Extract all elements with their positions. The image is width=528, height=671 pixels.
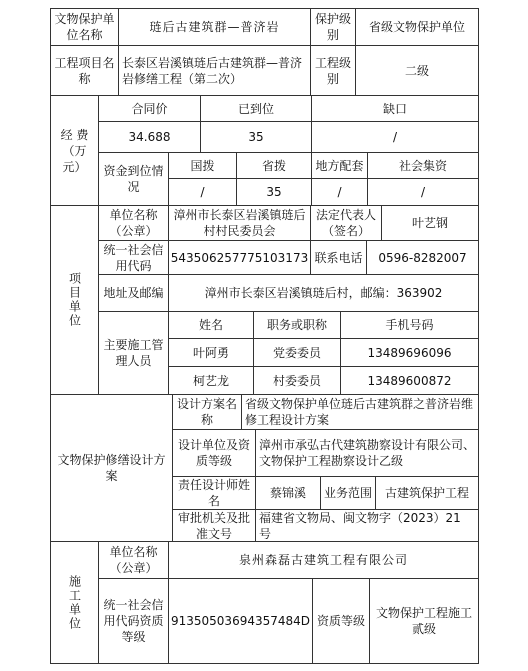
funds-received-value: 35 bbox=[200, 121, 312, 153]
pu-name-value: 漳州市长泰区岩溪镇琏后村村民委员会 bbox=[168, 205, 311, 241]
pu-name-label: 单位名称（公章） bbox=[98, 205, 169, 241]
source-value-local: / bbox=[311, 178, 368, 206]
source-header-social: 社会集资 bbox=[367, 152, 479, 179]
pu-phone-value: 0596-8282007 bbox=[366, 240, 479, 275]
pu-managers-label: 主要施工管理人员 bbox=[98, 311, 169, 395]
mgr-row-1-name: 叶阿勇 bbox=[168, 338, 254, 367]
cu-code-value: 91350503694357484D bbox=[168, 578, 313, 664]
funds-header-gap: 缺口 bbox=[311, 95, 479, 122]
cu-code-label: 统一社会信用代码资质等级 bbox=[98, 578, 169, 664]
protection-level-label: 保护级别 bbox=[310, 8, 356, 46]
funds-contract-value: 34.688 bbox=[98, 121, 201, 153]
source-value-provincial: 35 bbox=[236, 178, 312, 206]
source-value-national: / bbox=[168, 178, 237, 206]
protection-level-value: 省级文物保护单位 bbox=[355, 8, 479, 46]
design-scheme-value: 省级文物保护单位琏后古建筑群之普济岩维修工程设计方案 bbox=[241, 394, 479, 430]
unit-name-label: 文物保护单位名称 bbox=[50, 8, 119, 46]
source-value-social: / bbox=[367, 178, 479, 206]
scope-value: 古建筑保护工程 bbox=[375, 476, 479, 510]
mgr-row-2-title: 村委委员 bbox=[253, 366, 341, 395]
construction-label: 施工单位 bbox=[50, 541, 99, 664]
source-header-provincial: 省拨 bbox=[236, 152, 312, 179]
pu-phone-label: 联系电话 bbox=[310, 240, 367, 275]
funds-gap-value: / bbox=[311, 121, 479, 153]
mgr-header-title: 职务或职称 bbox=[253, 311, 341, 339]
pu-rep-label: 法定代表人（签名） bbox=[310, 205, 382, 241]
source-header-national: 国拨 bbox=[168, 152, 237, 179]
mgr-header-phone: 手机号码 bbox=[340, 311, 479, 339]
cu-name-label: 单位名称（公章） bbox=[98, 541, 169, 579]
funds-source-label: 资金到位情况 bbox=[98, 152, 169, 206]
funds-header-contract: 合同价 bbox=[98, 95, 201, 122]
project-unit-label: 项目单位 bbox=[50, 205, 99, 395]
project-level-label: 工程级别 bbox=[310, 45, 356, 96]
design-label: 文物保护修缮设计方案 bbox=[50, 394, 173, 542]
project-name-label: 工程项目名 称 bbox=[50, 45, 119, 96]
source-header-local: 地方配套 bbox=[311, 152, 368, 179]
cu-name-value: 泉州森磊古建筑工程有限公司 bbox=[168, 541, 479, 579]
scope-label: 业务范围 bbox=[320, 476, 376, 510]
funds-label: 经 费（万元） bbox=[50, 95, 99, 206]
mgr-header-name: 姓名 bbox=[168, 311, 254, 339]
pu-rep-value: 叶艺钢 bbox=[381, 205, 479, 241]
cu-qual-value: 文物保护工程施工贰级 bbox=[369, 578, 479, 664]
mgr-row-2-name: 柯艺龙 bbox=[168, 366, 254, 395]
cu-qual-label: 资质等级 bbox=[312, 578, 370, 664]
mgr-row-2-phone: 13489600872 bbox=[340, 366, 479, 395]
pu-addr-value: 漳州市长泰区岩溪镇琏后村，邮编：363902 bbox=[168, 274, 479, 312]
approve-label: 审批机关及批准文号 bbox=[172, 509, 256, 542]
project-level-value: 二级 bbox=[355, 45, 479, 96]
design-unit-value: 漳州市承弘古代建筑勘察设计有限公司、文物保护工程勘察设计乙级 bbox=[255, 429, 479, 477]
pu-code-label: 统一社会信用代码 bbox=[98, 240, 169, 275]
mgr-row-1-phone: 13489696096 bbox=[340, 338, 479, 367]
funds-header-received: 已到位 bbox=[200, 95, 312, 122]
mgr-row-1-title: 党委委员 bbox=[253, 338, 341, 367]
designer-value: 蔡锦溪 bbox=[255, 476, 321, 510]
pu-code-value: 543506257775103173 bbox=[168, 240, 311, 275]
pu-addr-label: 地址及邮编 bbox=[98, 274, 169, 312]
design-unit-label: 设计单位及资质等级 bbox=[172, 429, 256, 477]
design-scheme-label: 设计方案名称 bbox=[172, 394, 242, 430]
project-name-value: 长泰区岩溪镇琏后古建筑群—普济岩修缮工程（第二次） bbox=[118, 45, 311, 96]
approve-value: 福建省文物局、闽文物字（2023）21 号 bbox=[255, 509, 479, 542]
unit-name-value: 琏后古建筑群—普济岩 bbox=[118, 8, 311, 46]
designer-label: 责任设计师姓名 bbox=[172, 476, 256, 510]
